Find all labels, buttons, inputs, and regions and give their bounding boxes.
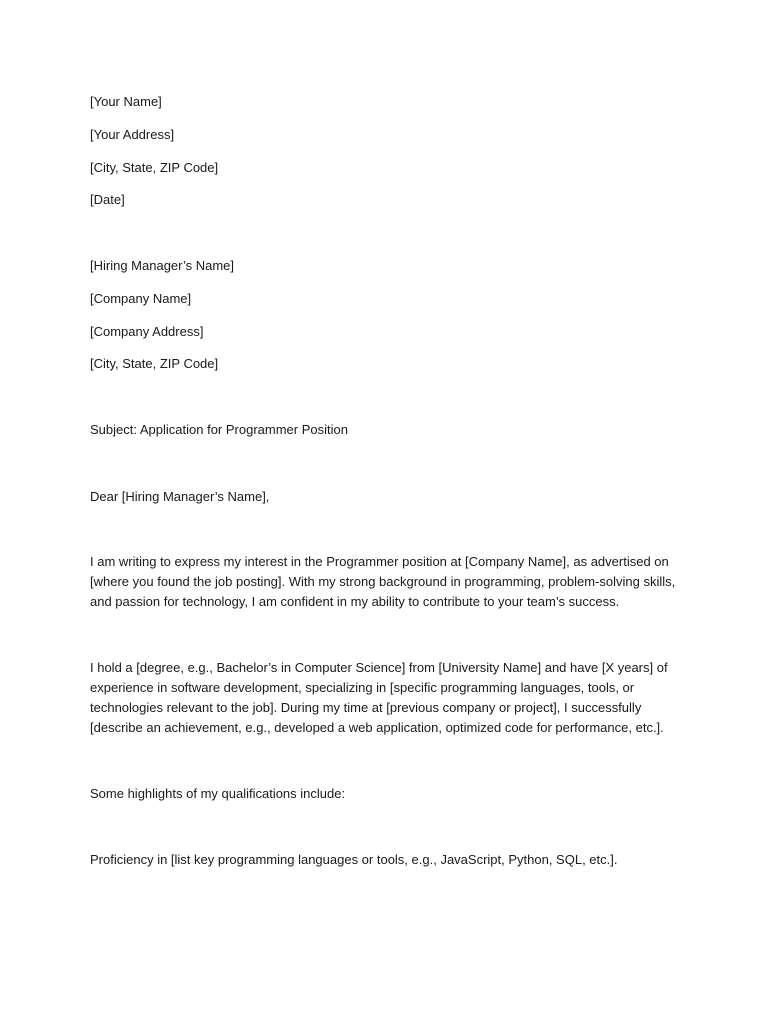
highlight-item: Proficiency in [list key programming languages or tools, e.g., JavaScript, Python, SQL, etc.]. — [90, 852, 618, 867]
subject-line: Subject: Application for Programmer Position — [90, 422, 348, 437]
paragraph-line: experience in software development, specializing in [specific programming languages, tools, or — [90, 680, 635, 695]
recipient-company-name: [Company Name] — [90, 291, 192, 306]
sender-address: [Your Address] — [90, 127, 175, 142]
recipient-manager-name: [Hiring Manager’s Name] — [90, 258, 235, 273]
sender-name: [Your Name] — [90, 94, 162, 109]
paragraph-line: I am writing to express my interest in the Programmer position at [Company Name], as advertised on — [90, 554, 669, 569]
paragraph-line: and passion for technology, I am confident in my ability to contribute to your team’s success. — [90, 594, 620, 609]
paragraph-line: [where you found the job posting]. With my strong background in programming, problem-solving skills, — [90, 574, 676, 589]
sender-city-state-zip: [City, State, ZIP Code] — [90, 160, 219, 175]
paragraph-experience — [90, 658, 680, 738]
paragraph-line: technologies relevant to the job]. During my time at [previous company or project], I successfully — [90, 700, 642, 715]
recipient-city-state-zip: [City, State, ZIP Code] — [90, 356, 219, 371]
paragraph-line: I hold a [degree, e.g., Bachelor’s in Computer Science] from [University Name] and have [X years] of — [90, 660, 668, 675]
salutation: Dear [Hiring Manager’s Name], — [90, 489, 270, 504]
paragraph-line: [describe an achievement, e.g., developed a web application, optimized code for performance, etc.]. — [90, 720, 664, 735]
paragraph-interest — [90, 552, 680, 612]
letter-date: [Date] — [90, 192, 125, 207]
highlights-intro: Some highlights of my qualifications include: — [90, 786, 346, 801]
recipient-company-address: [Company Address] — [90, 324, 204, 339]
